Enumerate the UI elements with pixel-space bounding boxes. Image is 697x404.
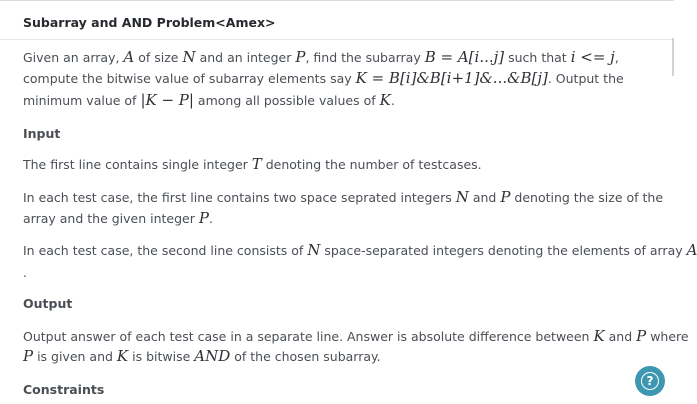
math-P: P [23,347,34,365]
math-N: N [455,188,469,206]
math-AND: AND [194,347,231,365]
text: In each test case, the second line consists of [23,243,308,258]
math-K: K [379,91,391,109]
output-line-1 [23,326,689,348]
text: compute the bitwise value of subarray elements say [23,71,356,86]
text: where [646,329,689,344]
input-line-5 [23,262,27,284]
constraints-heading: Constraints [23,382,105,397]
input-line-1 [23,154,482,176]
math-subarray: B = A[i...j] [424,48,505,66]
math-condition: i <= j [570,48,615,66]
text: . [208,211,213,226]
statement-line-3 [23,90,395,112]
math-K: K [116,347,129,365]
math-P: P [636,327,647,345]
statement-line-1 [23,47,619,69]
text: of the chosen subarray. [230,349,381,364]
text: of size [134,50,183,65]
math-A: A [686,241,697,259]
output-line-2 [23,346,381,368]
problem-title: Subarray and AND Problem<Amex> [23,15,276,30]
math-K: K [593,327,605,345]
text: denoting the number of testcases. [261,157,482,172]
text: minimum value of [23,93,141,108]
text: , [614,50,619,65]
text: space-separated integers denoting the elements of array [320,243,687,258]
help-icon [641,372,659,390]
text: and [604,329,637,344]
math-A: A [123,48,135,66]
text: . Output the [547,71,624,86]
text: The first line contains single integer [23,157,252,172]
help-button[interactable] [635,366,665,396]
output-heading: Output [23,296,73,311]
math-P: P [198,209,209,227]
text: and an integer [195,50,296,65]
input-line-3 [23,208,213,230]
text: is bitwise [128,349,195,364]
text: Given an array, [23,50,124,65]
scrollbar-edge [672,38,674,76]
math-T: T [251,155,262,173]
input-heading: Input [23,126,61,141]
math-P: P [295,48,306,66]
math-N: N [307,241,321,259]
text: In each test case, the first line contains two space seprated integers [23,190,456,205]
math-abs-diff: |K − P| [140,91,194,109]
text: is given and [33,349,117,364]
text: , find the subarray [305,50,425,65]
input-line-4 [23,240,697,262]
text: denoting the size of the [510,190,664,205]
math-N: N [182,48,196,66]
top-border [0,0,674,1]
text: among all possible values of [193,93,380,108]
text: and [468,190,501,205]
math-P: P [500,188,511,206]
input-line-2 [23,187,663,209]
text: . [23,265,27,280]
help-glyph: ? [646,374,654,388]
text: Output answer of each test case in a separate line. Answer is absolute difference between [23,329,594,344]
math-K-expression: K = B[i]&B[i+1]&...&B[j] [355,69,548,87]
text: such that [504,50,571,65]
statement-line-2 [23,68,624,90]
title-divider [0,39,672,40]
text: . [390,93,395,108]
text: array and the given integer [23,211,199,226]
